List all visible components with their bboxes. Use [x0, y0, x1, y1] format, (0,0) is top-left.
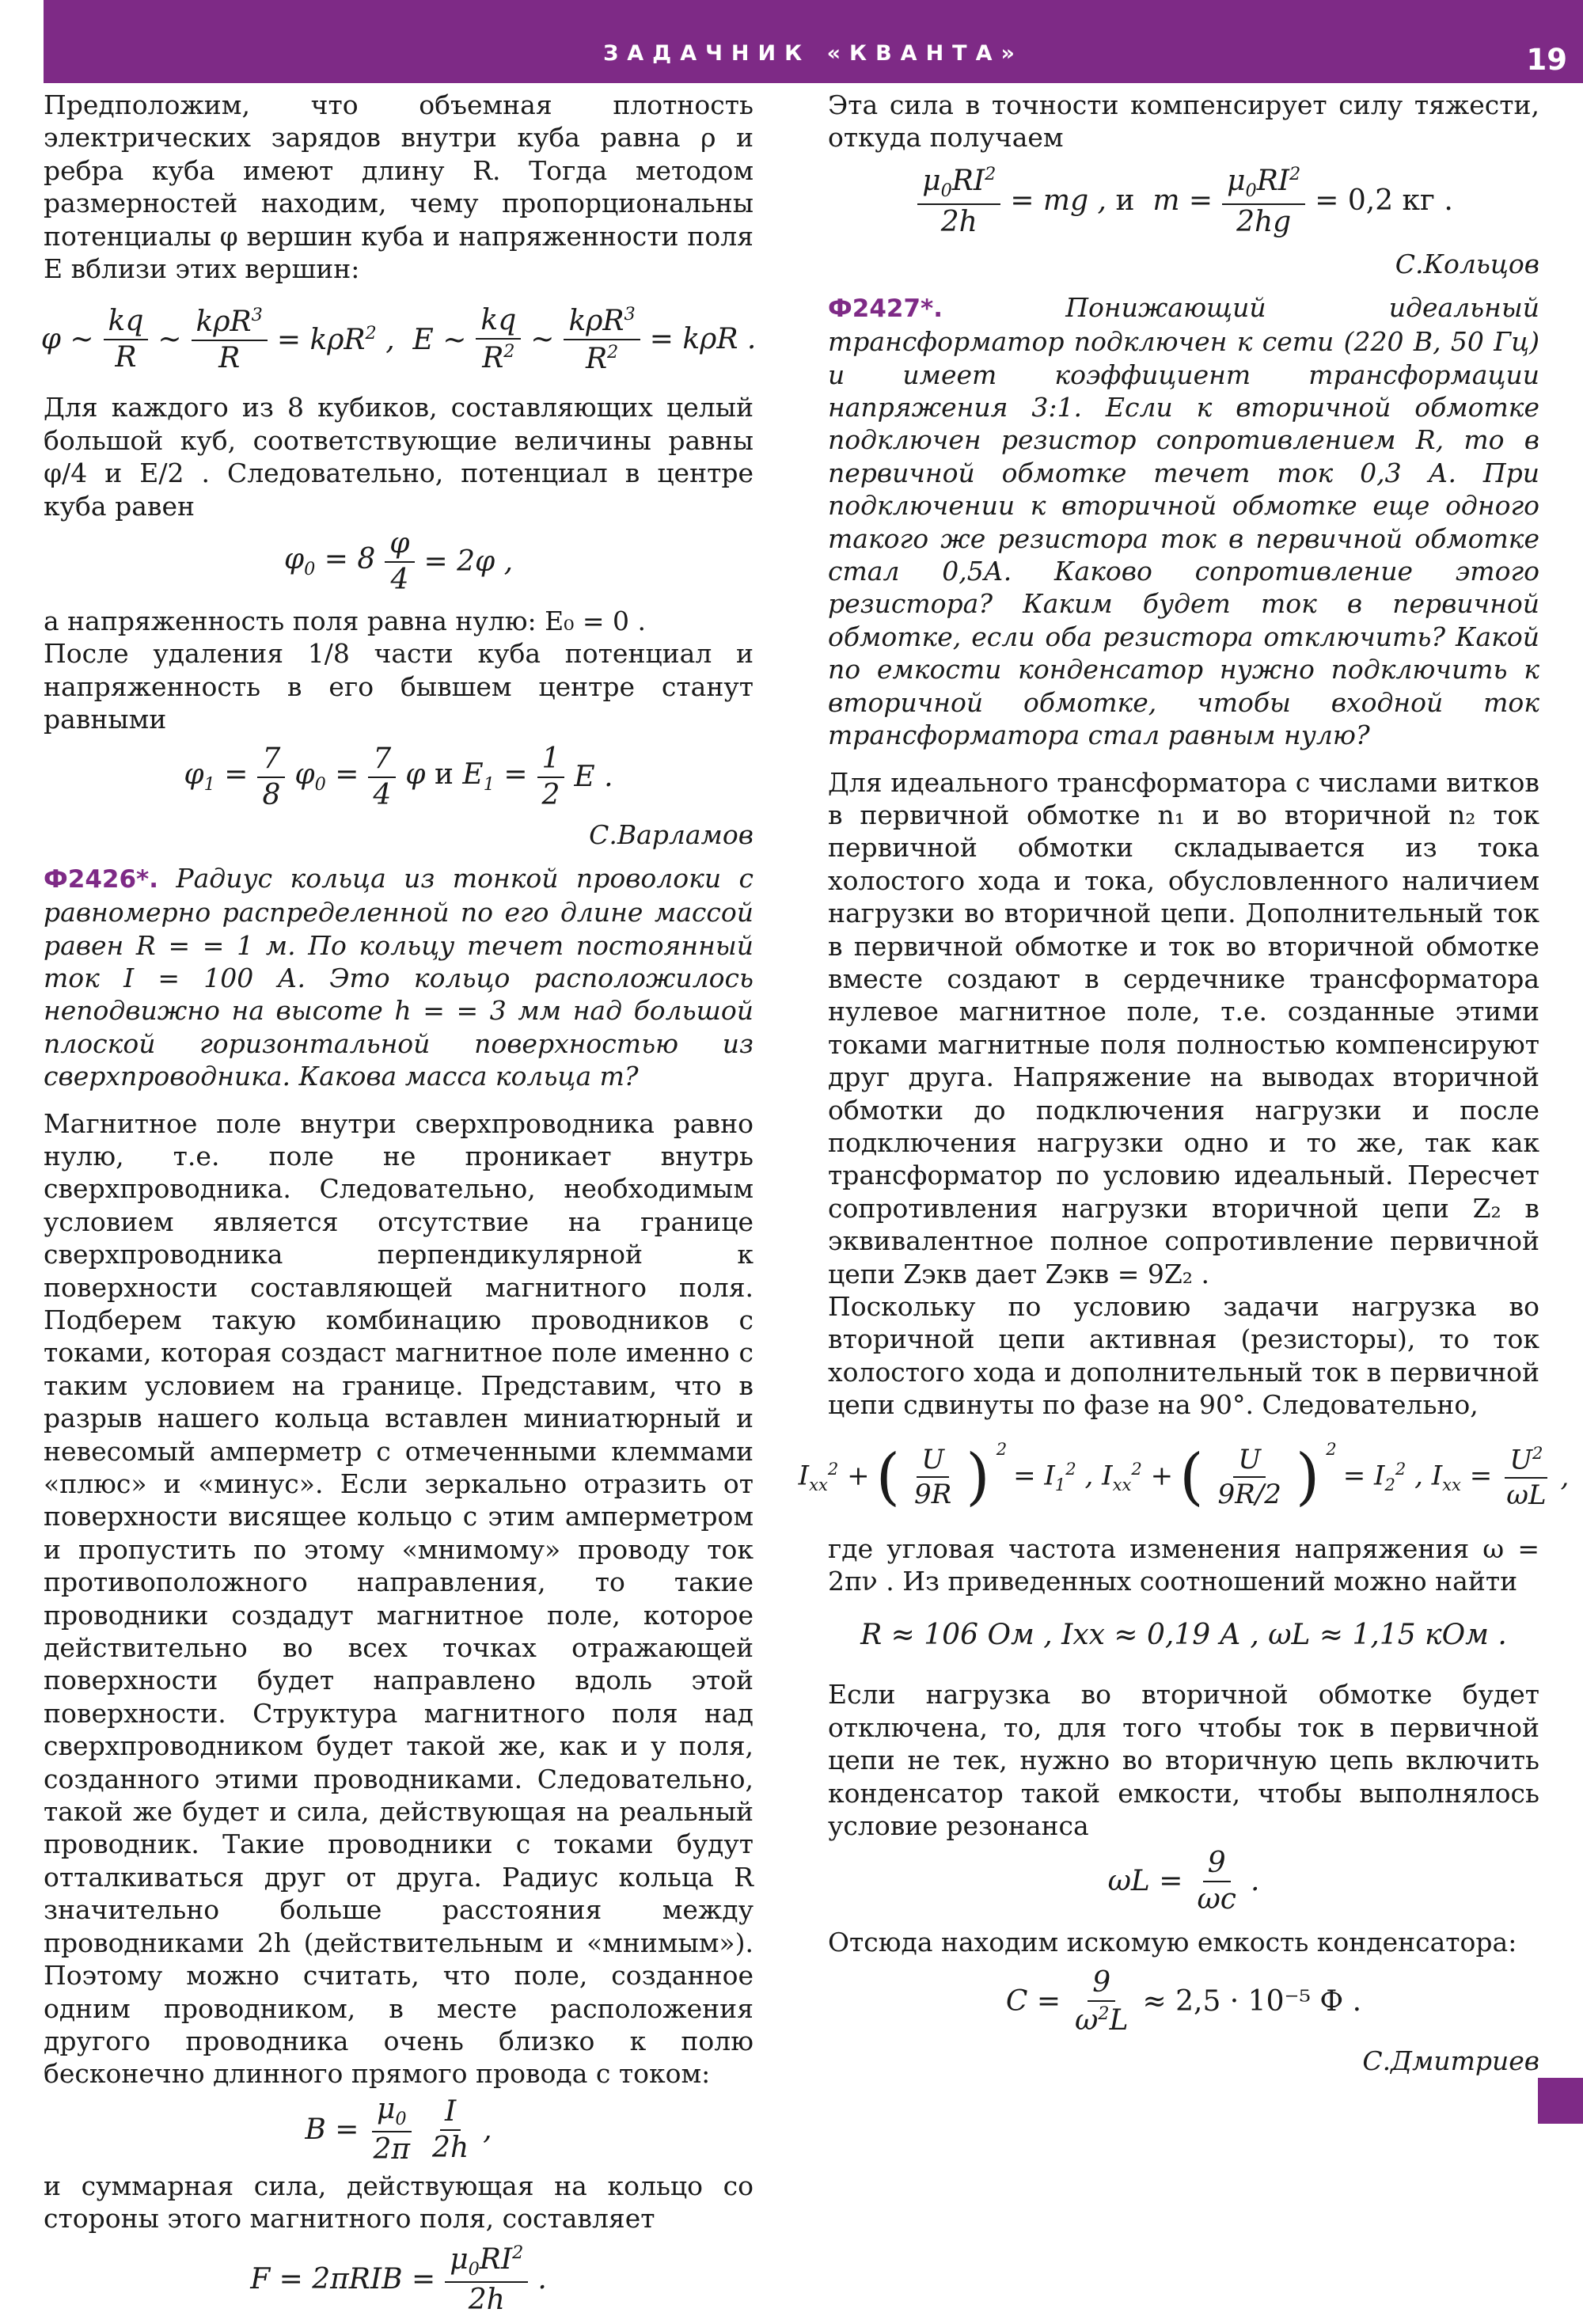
problem-2426-text: Радиус кольца из тонкой проволоки с равномерно распределенной по его длине массой равен R = = 1 м. По кольцу течет постоянный ток I = 100 А. Это кольцо расположилось неподвижно на высоте h = = 3 мм над большой плоской горизонтальной поверхностью из сверхпроводника. Какова масса кольца m? — [44, 862, 754, 1092]
problem-2426 — [44, 862, 754, 1093]
paragraph-superconductor-solution: Магнитное поле внутри сверхпроводника равно нулю, т.е. поле не проникает внутрь сверхпроводника. Следовательно, необходимым условием является отсутствие на границе сверхпроводника перпендикулярной к поверхности составляющей магнитного поля. Подберем такую комбинацию проводников с токами, которая создаст магнитное поле именно с таким условием на границе. Представим, что в разрыв нашего кольца вставлен миниатюрный и невесомый амперметр с отмеченными клеммами «плюс» и «минус». Если зеркально отразить от поверхности висящее кольцо с этим амперметром и пропустить по этому «мнимому» проводу ток противоположного направления, то такие проводники создадут магнитное поле, которое действительно во всех точках отражающей поверхности будет направлено вдоль этой поверхности. Структура магнитного поля над сверхпроводником будет такой же, как и у поля, созданного этими проводниками. Следовательно, такой же будет и сила, действующая на реальный проводник. Такие проводники с токами будут отталкиваться друг от друга. Радиус кольца R значительно больше расстояния между проводниками 2h (действительным и «мнимым»). Поэтому можно считать, что поле, созданное одним проводником, в месте расположения другого проводника очень близко к полю бесконечно длинного прямого провода с током: — [44, 1107, 754, 2090]
equation-phi1-E1: $\varphi_1$ = $\frac{7}{8}$ $\varphi_0$ = $\frac{7}{4}$ φ и $E_1$ = $\frac{1}{2}$ E . — [184, 742, 613, 811]
equation-currents: $I_{xx}^2$ + ( $\frac{U}{9R}$ ) $^2$ = $I_1^2$ , $I_{xx}^2$ + ( $\frac{U}{9R/2}$ ) $^2$ = $I_2^2$ , $I_{xx}$ = $\frac{U^2}{\omega L}$ , — [798, 1438, 1570, 1513]
paragraph-after-removal: После удаления 1/8 части куба потенциал и напряженность в его бывшем центре станут равными — [44, 638, 754, 735]
page-corner-tab — [1538, 2078, 1583, 2124]
equation-force: F = 2πRIB = $\frac{\mu_0RI^2}{2h}$ . — [250, 2242, 547, 2317]
right-column — [798, 89, 1570, 2077]
signature-dmitriev: С.Дмитриев — [1362, 2045, 1539, 2076]
paragraph-resonance: Если нагрузка во вторичной обмотке будет отключена, то, для того чтобы ток в первичной цепи не тек, нужно во вторичную цепь включить конденсатор такой емкости, чтобы выполнялось условие резонанса — [828, 1679, 1539, 1842]
paragraph-angular-frequency: где угловая частота изменения напряжения ω = 2πν . Из приведенных соотношений можно найти — [828, 1532, 1539, 1597]
paragraph-gravity-balance: Эта сила в точности компенсирует силу тяжести, откуда получаем — [828, 89, 1539, 154]
paragraph-cube-intro: Предположим, что объемная плотность электрических зарядов внутри куба равна ρ и ребра куба имеют длину R. Тогда методом размерностей находим, чему пропорциональны потенциалы φ вершин куба и напряженности поля E вблизи этих вершин: — [44, 89, 754, 285]
equation-capacity-result: ≈ 2,5 · 10⁻⁵ Ф . — [1142, 1984, 1362, 2018]
equation-results: R ≈ 106 Ом , Iхх ≈ 0,19 А , ωL ≈ 1,15 кОм . — [860, 1619, 1507, 1652]
problem-2427-number: Ф2427*. — [828, 294, 943, 323]
equation-B-field: B = $\frac{\mu_0}{2\pi}$ $\frac{I}{2h}$ , — [305, 2092, 492, 2166]
paragraph-small-cubes: Для каждого из 8 кубиков, составляющих целый большой куб, соответствующие величины равны φ/4 и E/2 . Следовательно, потенциал в центре куба равен — [44, 392, 754, 522]
equation-phi0: $\varphi_0 = 8$ $\frac{\varphi}{4}$ = 2φ , — [283, 527, 514, 597]
paragraph-capacity: Отсюда находим искомую емкость конденсатора: — [828, 1927, 1517, 1958]
page-header — [44, 0, 1583, 83]
journal-section-title: ЗАДАЧНИК «КВАНТА» — [603, 41, 1023, 66]
paragraph-phase-shift: Поскольку по условию задачи нагрузка во вторичной цепи активная (резисторы), то ток холостого хода и дополнительный ток в первичной цепи сдвинуты по фазе на 90°. Следовательно, — [828, 1291, 1539, 1421]
equation-resonance: ωL = $\frac{9}{\omega c}$ . — [1107, 1847, 1260, 1916]
equation-mass: $\frac{\mu_0RI^2}{2h}$ = mg , и m = $\frac{\mu_0RI^2}{2hg}$ = 0,2 кг . — [828, 154, 1539, 248]
signature-koltsov: С.Кольцов — [1395, 248, 1539, 279]
paragraph-field-zero: а напряженность поля равна нулю: E₀ = 0 . — [44, 606, 647, 637]
problem-2427 — [828, 291, 1539, 752]
page-number: 19 — [1526, 43, 1567, 77]
signature-varlamov: С.Варламов — [589, 818, 754, 850]
equation-mass-result: = 0,2 кг . — [1315, 184, 1453, 217]
equation-capacity: C = $\frac{9}{\omega^2L}$ ≈ 2,5 · 10⁻⁵ Ф . — [1005, 1965, 1362, 2037]
problem-2427-text: Понижающий идеальный трансформатор подключен к сети (220 В, 50 Гц) и имеет коэффициент трансформации напряжения 3:1. Если к вторичной обмотке подключен резистор сопротивлением R, то в первичной обмотке течет ток 0,3 А. При подключении к вторичной обмотке еще одного такого же резистора ток в первичной обмотке стал 0,5А. Каково сопротивление этого резистора? Каким будет ток в первичной обмотке, если оба резистора отключить? Какой по емкости конденсатор нужно подключить к вторичной обмотке, чтобы входной ток трансформатора стал равным нулю? — [828, 291, 1539, 751]
left-column — [40, 89, 757, 2324]
equation-phi-E-scaling: φ ~ $\frac{kq}{R}$ ~ $\frac{k\rho R^3}{R}$ = kρR$^2$ , E ~ $\frac{kq}{R^2}$ ~ $\frac{k\rho R^3}{R^2}$ = kρR . — [40, 304, 757, 376]
paragraph-total-force: и суммарная сила, действующая на кольцо со стороны этого магнитного поля, составляет — [44, 2170, 754, 2235]
problem-2426-number: Ф2426*. — [44, 864, 159, 894]
paragraph-transformer-solution: Для идеального трансформатора с числами витков в первичной обмотке n₁ и во вторичной n₂ ток первичной обмотки складывается из тока холостого хода и тока, обусловленного наличием нагрузки во вторичной цепи. Дополнительный ток в первичной обмотке и ток во вторичной обмотке вместе создают в сердечнике трансформатора нулевое магнитное поле, т.е. созданные этими токами магнитные поля полностью компенсируют друг друга. Напряжение на выводах вторичной обмотки до подключения нагрузки и после подключения нагрузки одно и то же, так как трансформатор по условию идеальный. Пересчет сопротивления нагрузки вторичной цепи Z₂ в эквивалентное полное сопротивление первичной цепи Zэкв дает Zэкв = 9Z₂ . — [828, 766, 1539, 1289]
